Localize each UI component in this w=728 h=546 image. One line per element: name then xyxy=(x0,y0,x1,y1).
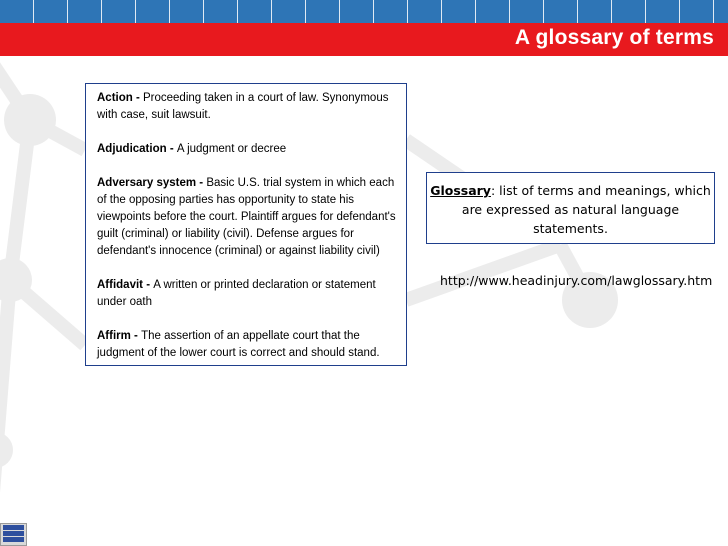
slide-title: A glossary of terms xyxy=(514,26,714,49)
term-name: Affirm - xyxy=(97,330,142,342)
glossary-definition-box xyxy=(426,172,715,244)
glossary-terms-box xyxy=(85,83,407,366)
glossary-entry-action xyxy=(97,90,403,124)
term-name: Adversary system - xyxy=(97,177,207,189)
term-name: Action - xyxy=(97,92,143,104)
glossary-entry-affirm xyxy=(97,328,403,362)
institution-logo-icon xyxy=(0,523,27,546)
term-definition: A judgment or decree xyxy=(176,143,287,155)
term-definition: The assertion of an appellate court that the judgment of the lower court is correct and should stand. xyxy=(97,330,380,359)
glossary-entry-adjudication xyxy=(97,141,403,158)
term-definition: Proceeding taken in a court of law. Synonymous with case, suit lawsuit. xyxy=(97,92,389,121)
source-url: http://www.headinjury.com/lawglossary.htm xyxy=(440,273,713,288)
term-name: Affidavit - xyxy=(97,279,154,291)
glossary-keyword: Glossary xyxy=(430,183,491,198)
term-definition: Basic U.S. trial system in which each of the opposing parties has opportunity to state his viewpoints before the court. Plaintiff argues for defendant's guilt (criminal) or liability (civil). Defense argues for defendant's innocence (criminal) or against liability civil) xyxy=(97,177,396,257)
glossary-entry-affidavit xyxy=(97,277,403,311)
term-name: Adjudication - xyxy=(97,143,177,155)
glossary-definition-text: : list of terms and meanings, which are expressed as natural language statements. xyxy=(461,183,711,236)
term-definition: A written or printed declaration or statement under oath xyxy=(97,279,376,308)
glossary-entry-adversary-system xyxy=(97,175,403,260)
